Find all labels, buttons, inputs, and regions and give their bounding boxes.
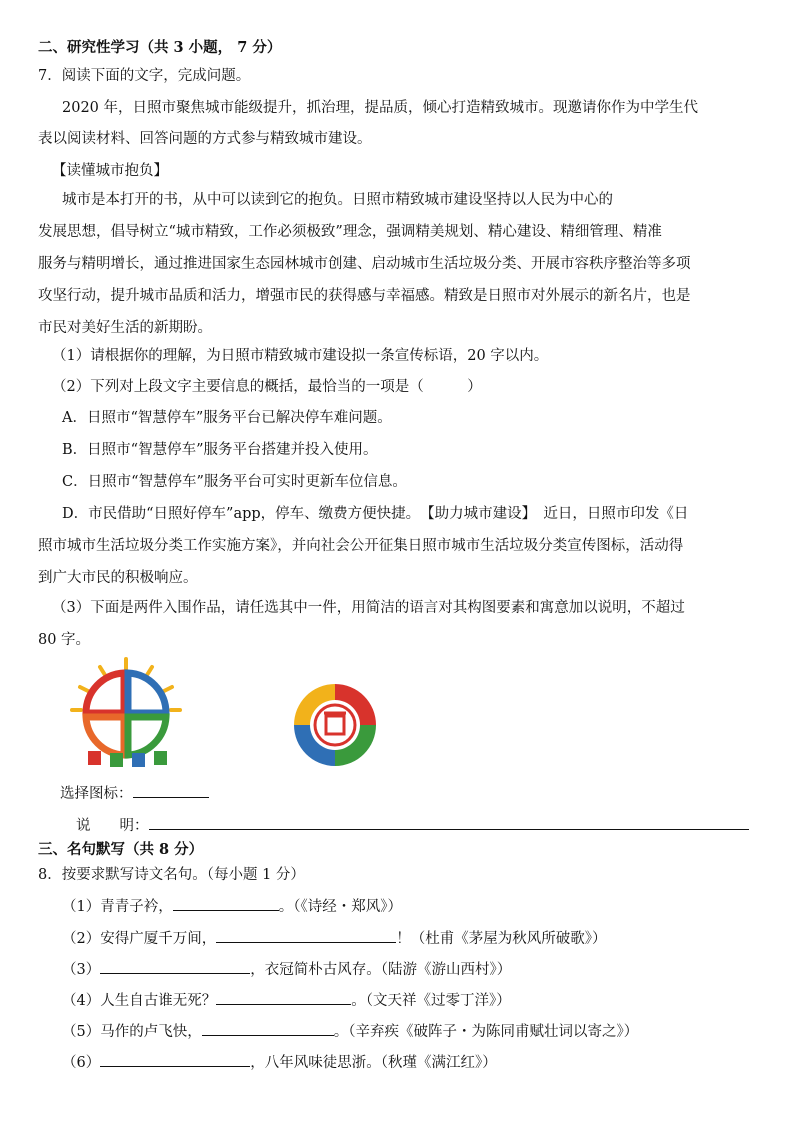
para2-line: 攻坚行动，提升城市品质和活力，增强市民的获得感与幸福感。精致是日照市对外展示的新名片，也是 (38, 288, 691, 304)
question-2: （2）下列对上段文字主要信息的概括，最恰当的一项是（ ） (52, 379, 482, 395)
answer-blank[interactable] (173, 896, 279, 911)
answer-blank[interactable] (202, 1021, 334, 1036)
answer-blank[interactable] (216, 928, 396, 943)
recite-item: （1）青青子衿， 。（《诗经・郑风》） (62, 896, 402, 917)
question-1: （1）请根据你的理解，为日照市精致城市建设拟一条宣传标语，20 字以内。 (52, 348, 549, 364)
option-d-cont: 照市城市生活垃圾分类工作实施方案》，并向社会公开征集日照市城市生活垃圾分类宣传图标，活动得 (38, 538, 684, 554)
para2-line: 发展思想，倡导树立“城市精致，工作必须极致”理念，强调精美规划、精心建设、精细管理、精准 (38, 224, 662, 240)
recite-item: （5）马作的卢飞快， 。（辛弃疾《破阵子・为陈同甫赋壮词以寄之》） (62, 1021, 638, 1042)
para2-line: 城市是本打开的书，从中可以读到它的抱负。日照市精致城市建设坚持以人民为中心的 (62, 192, 613, 208)
recite-item: （3） ，衣冠简朴古风存。（陆游《游山西村》） (62, 959, 511, 980)
section3-heading: 三、名句默写（共 8 分） (38, 841, 204, 858)
para1-line1: 2020 年，日照市聚焦城市能级提升，抓治理，提品质，倾心打造精致城市。现邀请你作为中学生代 (62, 100, 699, 116)
para2-line: 服务与精明增长，通过推进国家生态园林城市创建、启动城市生活垃圾分类、开展市容秩序整治等多项 (38, 256, 691, 272)
question-3-cont: 80 字。 (38, 632, 91, 648)
option-a: A．日照市“智慧停车”服务平台已解决停车难问题。 (62, 410, 392, 426)
recite-item: （6） ，八年风味徒思浙。（秋瑾《满江红》） (62, 1052, 497, 1073)
q8-intro: 8．按要求默写诗文名句。（每小题 1 分） (38, 867, 305, 883)
option-d: D．市民借助“日照好停车”app，停车、缴费方便快捷。 【助力城市建设】 近日，日照市印发《日 (62, 506, 689, 522)
answer-blank[interactable] (100, 1052, 250, 1067)
option-d-cont: 到广大市民的积极响应。 (38, 570, 198, 586)
answer-blank[interactable] (216, 990, 351, 1005)
recite-item: （4）人生自古谁无死？ 。（文天祥《过零丁洋》） (62, 990, 511, 1011)
recite-item: （2）安得广厦千万间， ！（杜甫《茅屋为秋风所破歌》） (62, 928, 606, 949)
explain-label: 说 明： (76, 815, 749, 836)
recycle-logo-1-icon (66, 655, 186, 770)
choose-icon-blank[interactable] (133, 783, 209, 798)
para1-line2: 表以阅读材料、回答问题的方式参与精致城市建设。 (38, 131, 372, 147)
question-3: （3）下面是两件入围作品，请任选其中一件，用简洁的语言对其构图要素和寓意加以说明，不超过 (52, 600, 685, 616)
section2-heading: 二、研究性学习（共 3 小题， 7 分） (38, 39, 282, 56)
recycle-logo-2-icon (290, 680, 380, 770)
explain-blank[interactable] (149, 815, 749, 830)
choose-icon-label: 选择图标： (60, 783, 209, 804)
option-b: B．日照市“智慧停车”服务平台搭建并投入使用。 (62, 442, 378, 458)
q7-intro: 7．阅读下面的文字，完成问题。 (38, 68, 251, 84)
answer-blank[interactable] (100, 959, 250, 974)
option-c: C．日照市“智慧停车”服务平台可实时更新车位信息。 (62, 474, 407, 490)
para2-line: 市民对美好生活的新期盼。 (38, 320, 212, 336)
subhead-read-city: 【读懂城市抱负】 (52, 163, 168, 179)
